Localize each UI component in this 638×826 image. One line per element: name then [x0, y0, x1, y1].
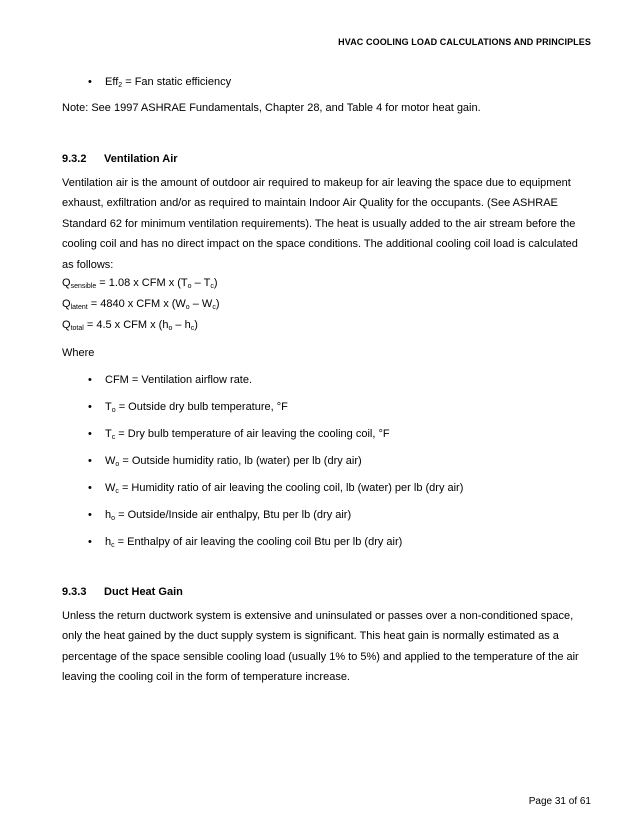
bullet-icon: •	[88, 509, 92, 521]
section-heading-932	[62, 152, 178, 166]
equation-latent: $Q_{latent} = 4840$ x CFM x $(W_o - W_c)$	[62, 298, 220, 311]
paragraph-line: only the heat gained by the duct supply system is significant. This heat gain is normally estimated as a	[62, 630, 559, 643]
running-header: HVAC COOLING LOAD CALCULATIONS AND PRINCIPLES	[338, 37, 591, 47]
page-number: Page 31 of 61	[528, 796, 591, 807]
bullet-subscript: 2	[118, 82, 123, 89]
equation-total: $Q_{total} = 4.5$ x CFM x $(h_o - h_c)$	[62, 319, 198, 332]
bullet-icon: •	[88, 428, 92, 440]
section-title: Duct Heat Gain	[104, 586, 183, 598]
bullet-icon: •	[88, 76, 92, 88]
paragraph-line: percentage of the space sensible cooling load (usually 1% to 5%) and applied to the temperature of the air	[62, 650, 579, 663]
paragraph-line: as follows:	[62, 258, 114, 271]
where-label: Where	[62, 347, 95, 359]
note-text: Note: See 1997 ASHRAE Fundamentals, Chapter 28, and Table 4 for motor heat gain.	[62, 102, 481, 114]
bullet-icon: •	[88, 536, 92, 548]
paragraph-line: cooling coil and has no direct impact on the space conditions. The additional cooling coil load is calculated	[62, 238, 578, 251]
bullet-icon: •	[88, 455, 92, 467]
bullet-icon: •	[88, 401, 92, 413]
bullet-icon: •	[88, 482, 92, 494]
document-page: HVAC COOLING LOAD CALCULATIONS AND PRINCIPLES • Eff$_2$ = Fan static efficiency Note: See 1997 ASHRAE Fundamentals, Chapter 28, and Table 4 for motor heat gain. 9.3.2 Ventilation Air Ventilation air is the amount of outdoor air required to makeup for air leaving the space due to equipment exhaust, exfiltration and/or as required to maintain Indoor Air Quality for the occupants. (See ASHRAE Standard 62 for minimum ventilation requirements). The heat is usually added to the air stream before the cooling coil and has no direct impact on the space conditions. The additional cooling coil load is calculated as follows: $Q_{sensible} = 1.08$ x CFM x $(T_o - T_c)$ $Q_{latent} = 4840$ x CFM x $(W_o - W_c)$ $Q_{total} = 4.5$ x CFM x $(h_o - h_c)$ Where • CFM = Ventilation airflow rate. • $T_o$ = Outside dry bulb temperature, °F • $T_c$ = Dry bulb temperature of air leaving the cooling coil, °F • $W_o$ = Outside humidity ratio, lb (water) per lb (dry air) • $W_c$ = Humidity ratio of air leaving the cooling coil, lb (water) per lb (dry air) • $h_o$ = Outside/Inside air enthalpy, Btu per lb (dry air) • $h_c$ = Enthalpy of air leaving the cooling coil Btu per lb (dry air) 9.3.3 Duct Heat Gain Unless the return ductwork system is extensive and uninsulated or passes over a non-conditioned space, only the heat gained by the duct supply system is significant. This heat gain is normally estimated as a percentage of the space sensible cooling load (usually 1% to 5%) and applied to the temperature of the air leaving the cooling coil in the form of temperature increase. Page 31 of 61	[62, 37, 591, 807]
paragraph-line: Ventilation air is the amount of outdoor air required to makeup for air leaving the space due to equipment	[62, 177, 571, 189]
section-title: Ventilation Air	[104, 153, 178, 165]
section-number: 9.3.2	[62, 153, 87, 165]
paragraph-line: exhaust, exfiltration and/or as required to maintain Indoor Air Quality for the occupants. (See ASHRAE	[62, 197, 558, 210]
bullet-symbol: Eff	[105, 76, 119, 88]
duct-heat-paragraph	[62, 606, 579, 688]
ventilation-paragraph	[62, 173, 578, 275]
paragraph-line: Unless the return ductwork system is extensive and uninsulated or passes over a non-conditioned space,	[62, 610, 574, 622]
paragraph-line: leaving the cooling coil in the form of temperature increase.	[62, 671, 350, 684]
section-heading-933	[62, 585, 183, 599]
equation-sensible: $Q_{sensible} = 1.08$ x CFM x $(T_o - T_c)$	[62, 277, 218, 290]
bullet-text: = Fan static efficiency	[122, 76, 232, 88]
bullet-icon: •	[88, 374, 92, 386]
section-number: 9.3.3	[62, 586, 87, 598]
paragraph-line: Standard 62 for minimum ventilation requirements). The heat is usually added to the air stream before the	[62, 217, 576, 230]
